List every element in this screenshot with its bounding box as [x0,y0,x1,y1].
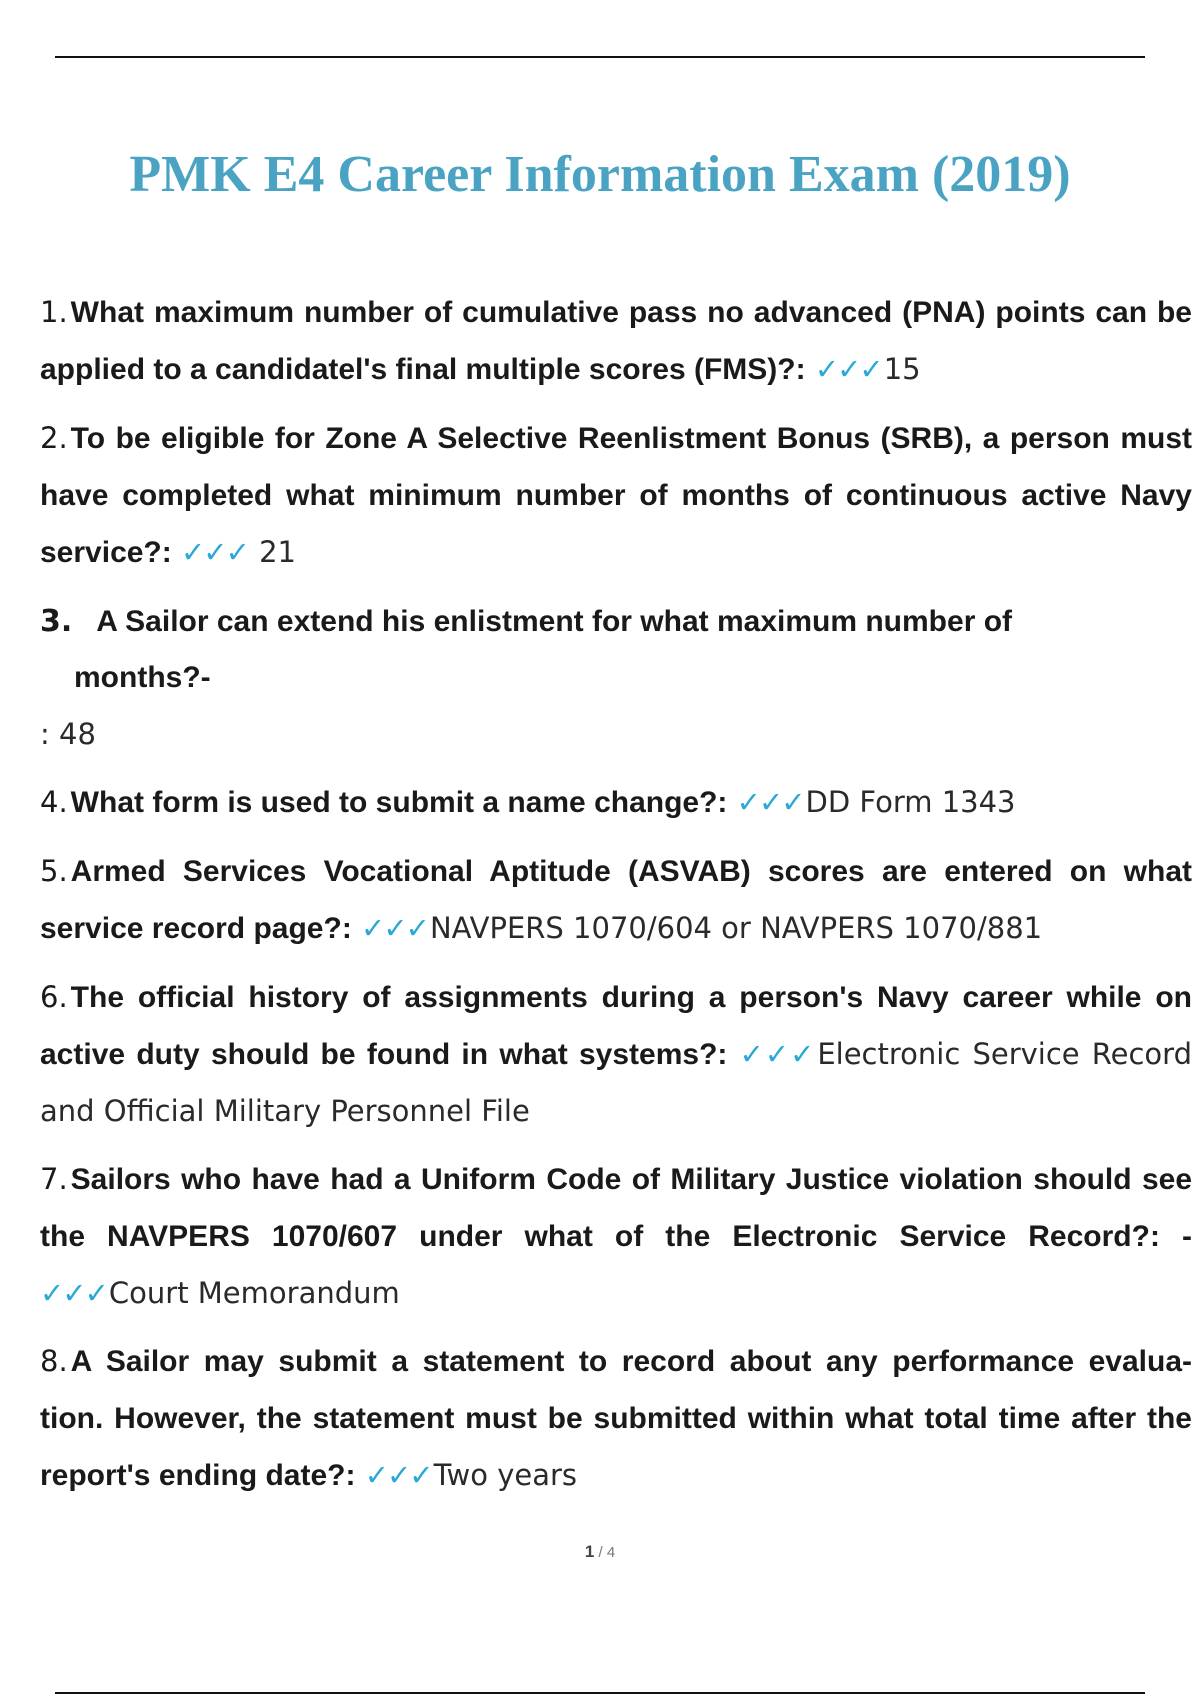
check-icon: ✓✓✓ [40,1276,107,1310]
answer-text: Court Memorandum [108,1276,400,1310]
question-7 [40,1151,1192,1321]
answer-text: 15 [883,352,921,386]
top-rule [55,56,1145,58]
check-icon: ✓✓✓ [814,352,882,386]
question-text: What form is used to submit a name change?: [70,786,728,819]
question-text: A Sailor may submit a statement to record about any performance evalua- tion. However, the statement must be submitted within what total time after the report's ending date?: [40,1345,1192,1492]
question-8 [40,1333,1192,1504]
question-3-answer [40,706,1192,762]
question-text: The official history of assignments during a person's Navy career while on active duty should be found in what systems?: [40,981,1192,1071]
page-indicator [0,1542,1200,1562]
question-text: What maximum number of cumulative pass no advanced (PNA) points can be applied to a candidatel's final multiple scores (FMS)?: [40,296,1192,386]
answer-text: NAVPERS 1070/604 or NAVPERS 1070/881 [429,911,1043,945]
question-text: Armed Services Vocational Aptitude (ASVAB) scores are entered on what service record page?: [40,855,1192,945]
question-number: 6. [40,980,68,1014]
question-number: 3. [40,604,73,639]
question-text: To be eligible for Zone A Selective Reenlistment Bonus (SRB), a person must have completed what minimum number of months of continuous active Navy service?: [40,422,1192,569]
question-6 [40,969,1192,1139]
question-number: 5. [40,854,68,888]
document-title: PMK E4 Career Information Exam (2019) [129,145,1071,203]
question-number: 2. [40,421,68,455]
question-2 [40,410,1192,581]
answer-text: Electronic Service Record and Official Military Personnel File [40,1037,1192,1128]
answer-text: DD Form 1343 [805,785,1016,819]
page-separator: / [594,1544,607,1561]
question-4 [40,774,1192,831]
question-3-continuation [40,650,1192,706]
page-total: 4 [606,1544,616,1561]
question-3 [40,593,1192,650]
question-number: 8. [40,1344,68,1378]
check-icon: ✓✓✓ [180,535,248,569]
check-icon: ✓✓✓ [364,1458,432,1492]
question-text: A Sailor can extend his enlistment for what maximum number of [96,605,1013,638]
question-number: 7. [40,1162,68,1196]
question-list [40,284,1192,1516]
answer-text: 21 [249,535,296,569]
question-number: 4. [40,785,68,819]
question-text: Sailors who have had a Uniform Code of Military Justice violation should see the NAVPERS 1070/607 under what of the Electronic Service Record?: - [40,1163,1192,1253]
answer-text: : 48 [40,717,96,751]
check-icon: ✓✓✓ [361,911,428,945]
page-current: 1 [584,1542,595,1561]
question-1 [40,284,1192,398]
check-icon: ✓✓✓ [739,1037,816,1071]
check-icon: ✓✓✓ [736,785,804,819]
question-text: months?- [74,661,211,694]
answer-text: Two years [433,1458,578,1492]
question-number: 1. [40,295,68,329]
question-5 [40,843,1192,957]
bottom-rule [55,1692,1145,1694]
